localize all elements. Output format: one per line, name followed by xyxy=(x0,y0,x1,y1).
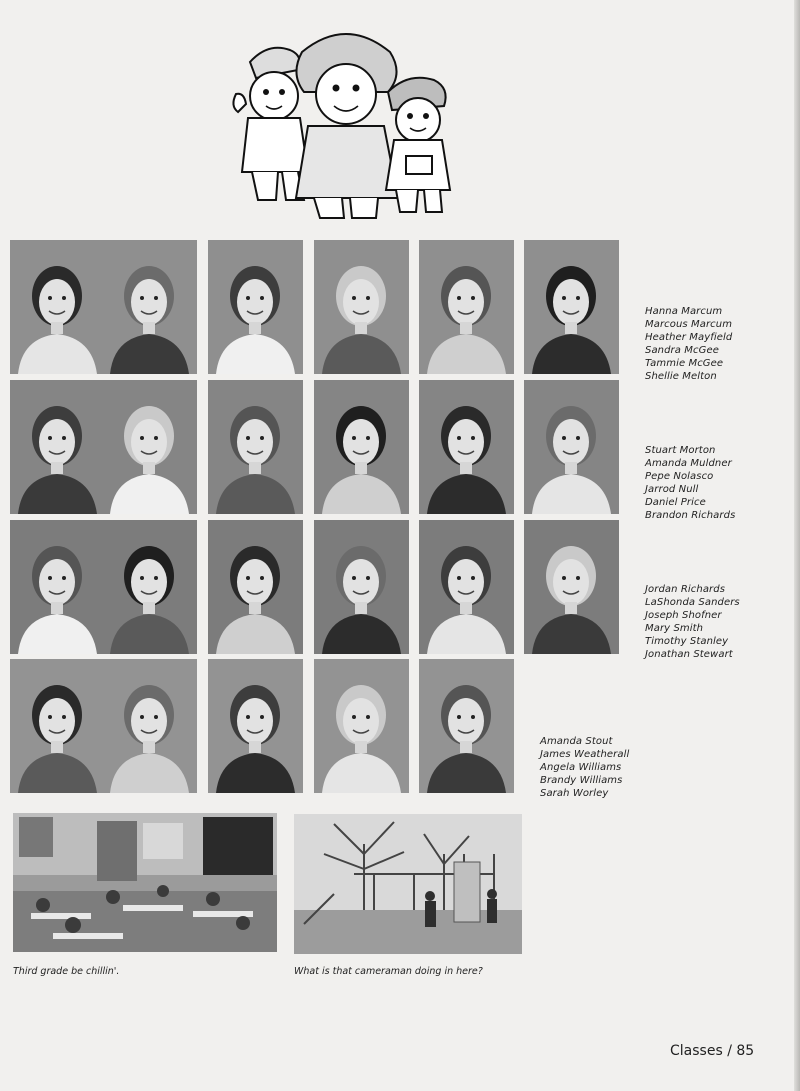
student-portrait xyxy=(419,659,514,793)
student-portrait xyxy=(102,659,197,793)
folio-separator: / xyxy=(727,1043,732,1059)
student-portrait xyxy=(314,520,409,654)
playground-photo-caption: What is that cameraman doing in here? xyxy=(294,966,483,977)
student-portrait xyxy=(208,380,303,514)
student-name: Sandra McGee xyxy=(645,345,719,356)
student-portrait xyxy=(102,240,197,374)
student-portrait xyxy=(208,240,303,374)
page-folio xyxy=(670,1043,754,1059)
student-portrait xyxy=(10,659,105,793)
student-name: Jonathan Stewart xyxy=(645,649,733,660)
student-name: Jarrod Null xyxy=(645,484,699,495)
playground-photo xyxy=(294,814,522,954)
student-name: Tammie McGee xyxy=(645,358,724,369)
page-number: 85 xyxy=(736,1043,755,1059)
troll-mascot-illustration xyxy=(228,22,464,220)
student-portrait xyxy=(10,380,105,514)
student-name: James Weatherall xyxy=(540,749,630,760)
student-name: Timothy Stanley xyxy=(645,636,729,647)
classroom-photo xyxy=(13,813,277,952)
student-name: Hanna Marcum xyxy=(645,306,723,317)
name-list-row-3 xyxy=(645,583,740,661)
student-name: Mary Smith xyxy=(645,623,704,634)
name-list-row-1 xyxy=(645,305,732,383)
name-list-row-2 xyxy=(645,444,735,522)
student-portrait xyxy=(524,380,619,514)
student-name: LaShonda Sanders xyxy=(645,597,740,608)
student-portrait xyxy=(314,659,409,793)
student-name: Daniel Price xyxy=(645,497,706,508)
student-portrait xyxy=(314,380,409,514)
student-name: Pepe Nolasco xyxy=(645,471,714,482)
student-portrait xyxy=(524,520,619,654)
student-name: Amanda Muldner xyxy=(645,458,732,469)
student-name: Angela Williams xyxy=(540,762,622,773)
student-portrait xyxy=(419,520,514,654)
student-portrait xyxy=(10,520,105,654)
student-portrait xyxy=(314,240,409,374)
student-name: Stuart Morton xyxy=(645,445,716,456)
student-portrait xyxy=(524,240,619,374)
student-portrait xyxy=(419,380,514,514)
student-portrait xyxy=(208,659,303,793)
student-portrait xyxy=(419,240,514,374)
student-name: Sarah Worley xyxy=(540,788,609,799)
name-list-row-4 xyxy=(540,735,629,800)
student-portrait xyxy=(102,380,197,514)
student-portrait xyxy=(208,520,303,654)
student-name: Joseph Shofner xyxy=(645,610,722,621)
student-portrait xyxy=(10,240,105,374)
student-portrait xyxy=(102,520,197,654)
student-name: Marcous Marcum xyxy=(645,319,733,330)
section-name: Classes xyxy=(670,1043,723,1059)
page-edge-shadow xyxy=(794,0,800,1091)
student-name: Heather Mayfield xyxy=(645,332,733,343)
classroom-photo-caption: Third grade be chillin'. xyxy=(13,966,120,977)
student-name: Brandon Richards xyxy=(645,510,736,521)
student-name: Jordan Richards xyxy=(645,584,726,595)
student-name: Amanda Stout xyxy=(540,736,613,747)
student-name: Brandy Williams xyxy=(540,775,623,786)
student-name: Shellie Melton xyxy=(645,371,717,382)
